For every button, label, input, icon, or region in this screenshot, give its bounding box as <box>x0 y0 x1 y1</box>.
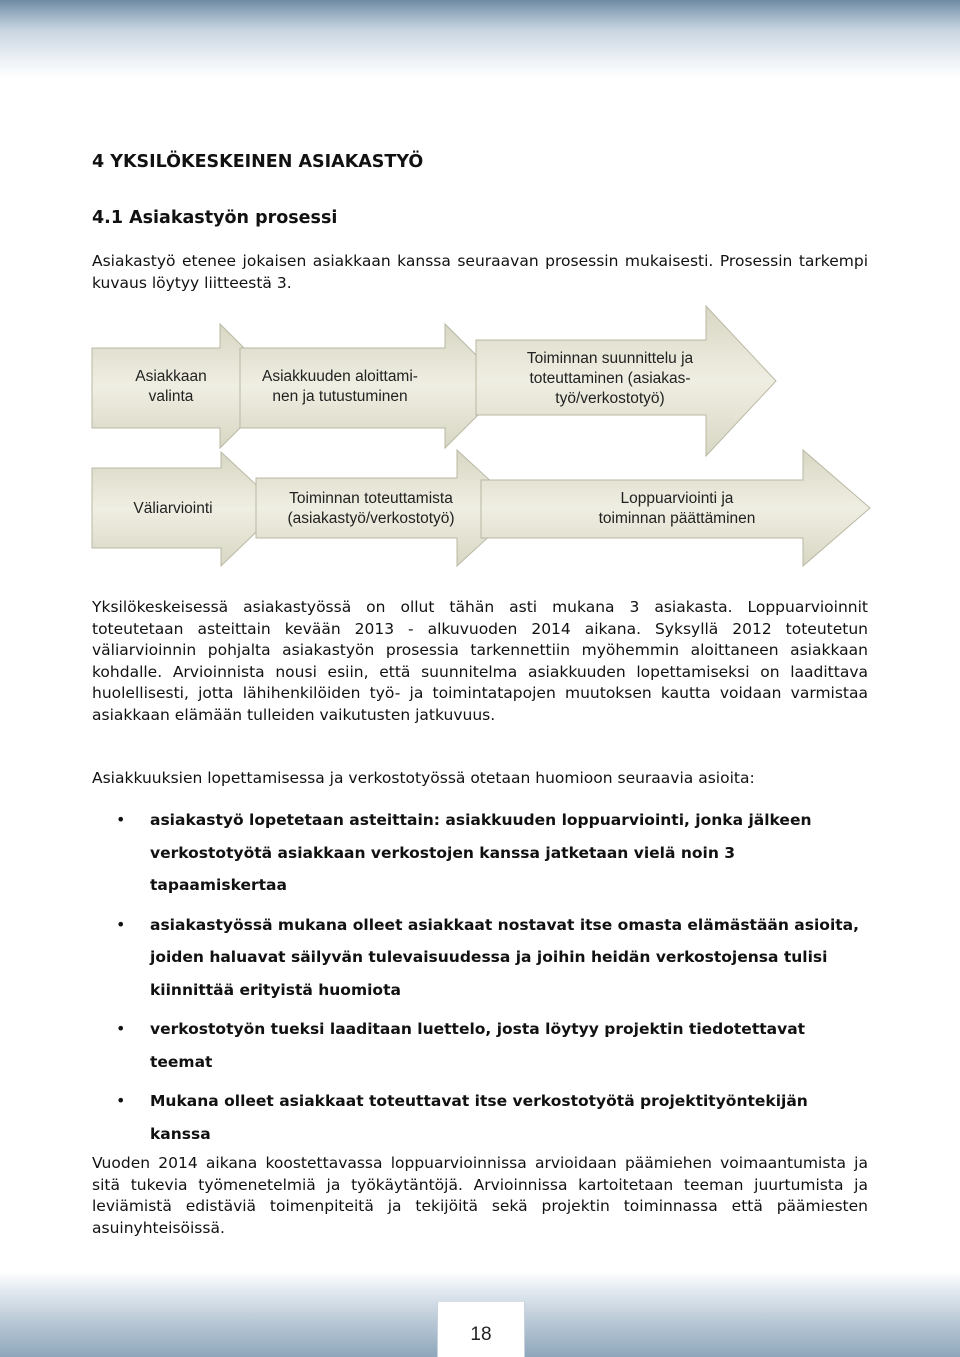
process-step-label: Toiminnan toteuttamista <box>289 490 453 507</box>
process-step-label: toteuttaminen (asiakas- <box>529 370 691 387</box>
process-step-label: Asiakkuuden aloittami- <box>262 368 418 385</box>
bullet-icon: • <box>116 914 126 934</box>
process-step-label: työ/verkostotyö) <box>555 390 665 407</box>
paragraph-final-evaluation: Vuoden 2014 aikana koostettavassa loppuarvioinnissa arvioidaan päämiehen voimaantumista ja sitä tukevia työmenetelmiä ja työkäytäntöjä. Arvioinnissa kartoitetaan teeman juurtumista ja leviämistä edistäviä toimenpiteitä ja tekijöitä sekä projektin toiminnassa että päämiesten asuinyhteisöissä. <box>92 1154 868 1237</box>
process-step-label: nen ja tutustuminen <box>272 388 408 405</box>
process-step-label: Toiminnan suunnittelu ja <box>526 350 694 367</box>
process-step-label: Loppuarviointi ja <box>620 490 734 507</box>
paragraph-evaluation: Yksilökeskeisessä asiakastyössä on ollut tähän asti mukana 3 asiakasta. Loppuarvioinnit toteutetaan asteittain kevään 2013 - alkuvuoden 2014 aikana. Syksyllä 2012 toteutetun väliarvioinnin pohjalta asiakastyön prosessia tarkennettiin myöhemmin aloittaneen asiakkaan kohdalle. Arvioinnista nousi esiin, että suunnitelma asiakkuuden lopettamiseksi on laadittava huolellisesti, jotta lähihenkilöiden työ- ja toimintatapojen muutoksen kautta voidaan varmistaa asiakkaan elämään tulleiden vaikutusten jatkuvuus. <box>92 598 868 724</box>
process-step-label: toiminnan päättäminen <box>598 510 756 527</box>
list-item: • asiakastyö lopetetaan asteittain: asiakkuuden loppuarviointi, jonka jälkeen verkostotyötä asiakkaan verkostojen kanssa jatketaan vielä noin 3 tapaamiskertaa <box>92 804 868 902</box>
paragraph-considerations: Asiakkuuksien lopettamisessa ja verkostotyössä otetaan huomioon seuraavia asioita: <box>92 769 755 787</box>
process-step-label: (asiakastyö/verkostotyö) <box>287 510 455 527</box>
process-step-label: valinta <box>148 388 194 405</box>
page-number: 18 <box>470 1324 492 1345</box>
process-step-label: Väliarviointi <box>133 500 213 517</box>
list-item: • verkostotyön tueksi laaditaan luettelo, josta löytyy projektin tiedotettavat teemat <box>92 1013 868 1078</box>
process-step-arrow <box>256 450 520 566</box>
considerations-list <box>92 804 868 1157</box>
chapter-heading: 4 YKSILÖKESKEINEN ASIAKASTYÖ <box>92 152 424 172</box>
process-step-arrow <box>240 324 507 448</box>
list-item: • Mukana olleet asiakkaat toteuttavat itse verkostotyötä projektityöntekijän kanssa <box>92 1085 868 1150</box>
page-number-box <box>437 1302 525 1357</box>
section-heading: 4.1 Asiakastyön prosessi <box>92 208 338 228</box>
bullet-icon: • <box>116 810 126 829</box>
process-step-arrow <box>481 450 870 566</box>
bullet-icon: • <box>116 1019 126 1038</box>
process-diagram <box>0 0 960 600</box>
list-item: • asiakastyössä mukana olleet asiakkaat nostavat itse omasta elämästään asioita, joiden haluavat säilyvän tulevaisuudessa ja joihin heidän verkostojensa tulisi kiinnittää erityistä huomiota <box>92 909 868 1007</box>
intro-paragraph: Asiakastyö etenee jokaisen asiakkaan kanssa seuraavan prosessin mukaisesti. Prosessin tarkempi kuvaus löytyy liitteestä 3. <box>92 252 868 292</box>
process-step-label: Asiakkaan <box>135 368 207 385</box>
bullet-icon: • <box>116 1091 126 1110</box>
